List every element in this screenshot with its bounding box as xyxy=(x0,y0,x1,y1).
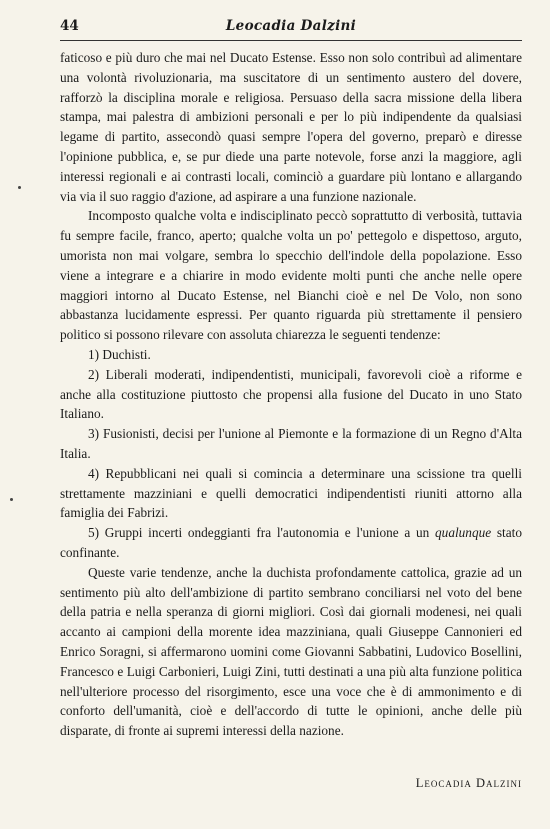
paragraph-2: Incomposto qualche volta e indisciplinato peccò soprattutto di verbosità, tuttavia fu sempre facile, franco, aperto; qualche volta un po' pettegolo e dispettoso, arguto, umorista non mai volgare, sembra lo specchio dell'indole della popolazione. Esso viene a integrare e a chiarire in modo evidente molti punti che anche nelle opere maggiori intorno al Ducato Estense, nel Bianchi cioè e nel De Volo, non sono abbastanza lucidamente espressi. Per quanto riguarda più strettamente il pensiero politico si possono rilevare con assoluta chiarezza le seguenti tendenze: xyxy=(60,208,522,343)
paragraph-3: Queste varie tendenze, anche la duchista profondamente cattolica, grazie ad un sentimento più alto dell'ambizione di partito sembrano conciliarsi nel voto del bene della patria e nella speranza di giorni migliori. Così dai giornali modenesi, nei quali accanto ai campioni della morente idea mazziniana, quali Giuseppe Cannonieri ed Enrico Soragni, si affermarono uomini come Giovanni Sabbatini, Ludovico Bosellini, Francesco e Luigi Carbonieri, Luigi Zini, tutti destinati a una più alta funzione politica nell'ulteriore processo del risorgimento, esce una voce che è di ammonimento e di conforto dell'umanità, cioè e dell'accordo di tutte le opinioni, anche delle più disparate, di fronte ai supremi interessi della nazione. xyxy=(60,564,522,739)
paragraph-1: faticoso e più duro che mai nel Ducato Estense. Esso non solo contribuì ad alimentare una volontà rivoluzionaria, ma suscitatore di un sentimento austero del dovere, rafforzò la disciplina morale e religiosa. Persuaso della sacra missione della libera stampa, mai palestra di ambizioni personali e per lo più indipendente da qualsiasi legame di partito, assecondò quasi sempre l'opera del governo, preparò e diresse l'opinione pubblica, e, se pur diede una parte notevole, forse anzi la maggiore, agli interessi regionali e ai contrasti locali, cominciò a guardare più lontano e allargando via via il suo raggio d'azione, ad aspirare a una funzione nazionale. xyxy=(60,50,522,204)
page-header xyxy=(60,18,522,40)
list-item-5-emphasis: qualunque xyxy=(435,525,492,541)
header-rule xyxy=(60,40,522,41)
margin-dot xyxy=(18,186,21,189)
page-number: 44 xyxy=(60,18,79,34)
list-item-2: 2) Liberali moderati, indipendentisti, municipali, favorevoli cioè a riforme e anche alla costituzione piuttosto che propensi alla fusione del Ducato in uno Stato Italiano. xyxy=(60,366,522,422)
list-item-3: 3) Fusionisti, decisi per l'unione al Piemonte e la formazione di un Regno d'Alta Italia. xyxy=(60,426,522,461)
author-signature: Leocadia Dalzini xyxy=(415,776,522,790)
list-item-1: 1) Duchisti. xyxy=(88,346,151,362)
list-item-5 xyxy=(60,523,522,563)
margin-dot xyxy=(10,498,13,501)
list-item-4: 4) Repubblicani nei quali si comincia a determinare una scissione tra quelli strettamente mazziniani e quelli democratici indipendentisti riuniti attorno alla famiglia dei Fabrizi. xyxy=(60,465,522,521)
running-title: Leocadia Dalzini xyxy=(225,18,357,34)
list-item-5-end: stato confinante. xyxy=(60,525,522,560)
body-text xyxy=(60,48,522,741)
list-item-5-start: 5) Gruppi incerti ondeggianti fra l'autonomia e l'unione a un xyxy=(88,525,430,541)
